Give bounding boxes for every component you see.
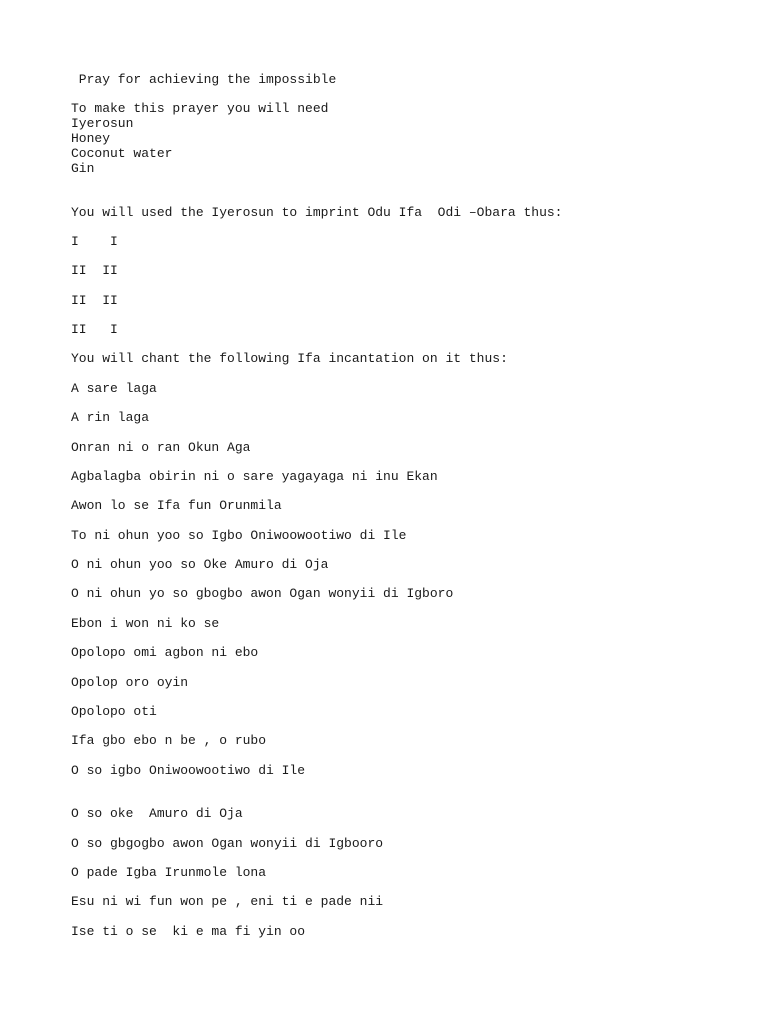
- incantation-line: Agbalagba obirin ni o sare yagayaga ni inu Ekan: [71, 469, 438, 484]
- incantation-line: O pade Igba Irunmole lona: [71, 865, 267, 880]
- incantation-line: A sare laga: [71, 381, 157, 396]
- odu-mark-line: II I: [71, 322, 118, 337]
- incantation-line: Onran ni o ran Okun Aga: [71, 440, 251, 455]
- intro-line: To make this prayer you will need: [71, 101, 329, 116]
- incantation-line: Awon lo se Ifa fun Orunmila: [71, 498, 282, 513]
- incantation-line: Opolopo oti: [71, 704, 157, 719]
- incantation-line: O so igbo Oniwoowootiwo di Ile: [71, 763, 306, 778]
- incantation-line: Ifa gbo ebo n be , o rubo: [71, 733, 267, 748]
- ingredient-item: Coconut water: [71, 146, 173, 161]
- odu-mark-line: II II: [71, 293, 118, 308]
- incantation-line: O ni ohun yoo so Oke Amuro di Oja: [71, 557, 329, 572]
- incantation-line: O so gbgogbo awon Ogan wonyii di Igbooro: [71, 836, 384, 851]
- incantation-line: O ni ohun yo so gbogbo awon Ogan wonyii di Igboro: [71, 586, 454, 601]
- incantation-line: Opolopo omi agbon ni ebo: [71, 645, 259, 660]
- ingredient-item: Iyerosun: [71, 116, 134, 131]
- odu-mark-line: II II: [71, 263, 118, 278]
- ingredient-item: Gin: [71, 161, 95, 176]
- incantation-line: Opolop oro oyin: [71, 675, 189, 690]
- imprint-instruction: You will used the Iyerosun to imprint Odu Ifa Odi –Obara thus:: [71, 205, 563, 220]
- incantation-line: Esu ni wi fun won pe , eni ti e pade nii: [71, 894, 384, 909]
- ingredient-item: Honey: [71, 131, 111, 146]
- incantation-line: Ise ti o se ki e ma fi yin oo: [71, 924, 306, 939]
- document-title: Pray for achieving the impossible: [71, 72, 337, 87]
- incantation-line: Ebon i won ni ko se: [71, 616, 220, 631]
- incantation-line: To ni ohun yoo so Igbo Oniwoowootiwo di Ile: [71, 528, 407, 543]
- incantation-line: A rin laga: [71, 410, 150, 425]
- chant-instruction: You will chant the following Ifa incantation on it thus:: [71, 351, 508, 366]
- odu-mark-line: I I: [71, 234, 118, 249]
- incantation-line: O so oke Amuro di Oja: [71, 806, 243, 821]
